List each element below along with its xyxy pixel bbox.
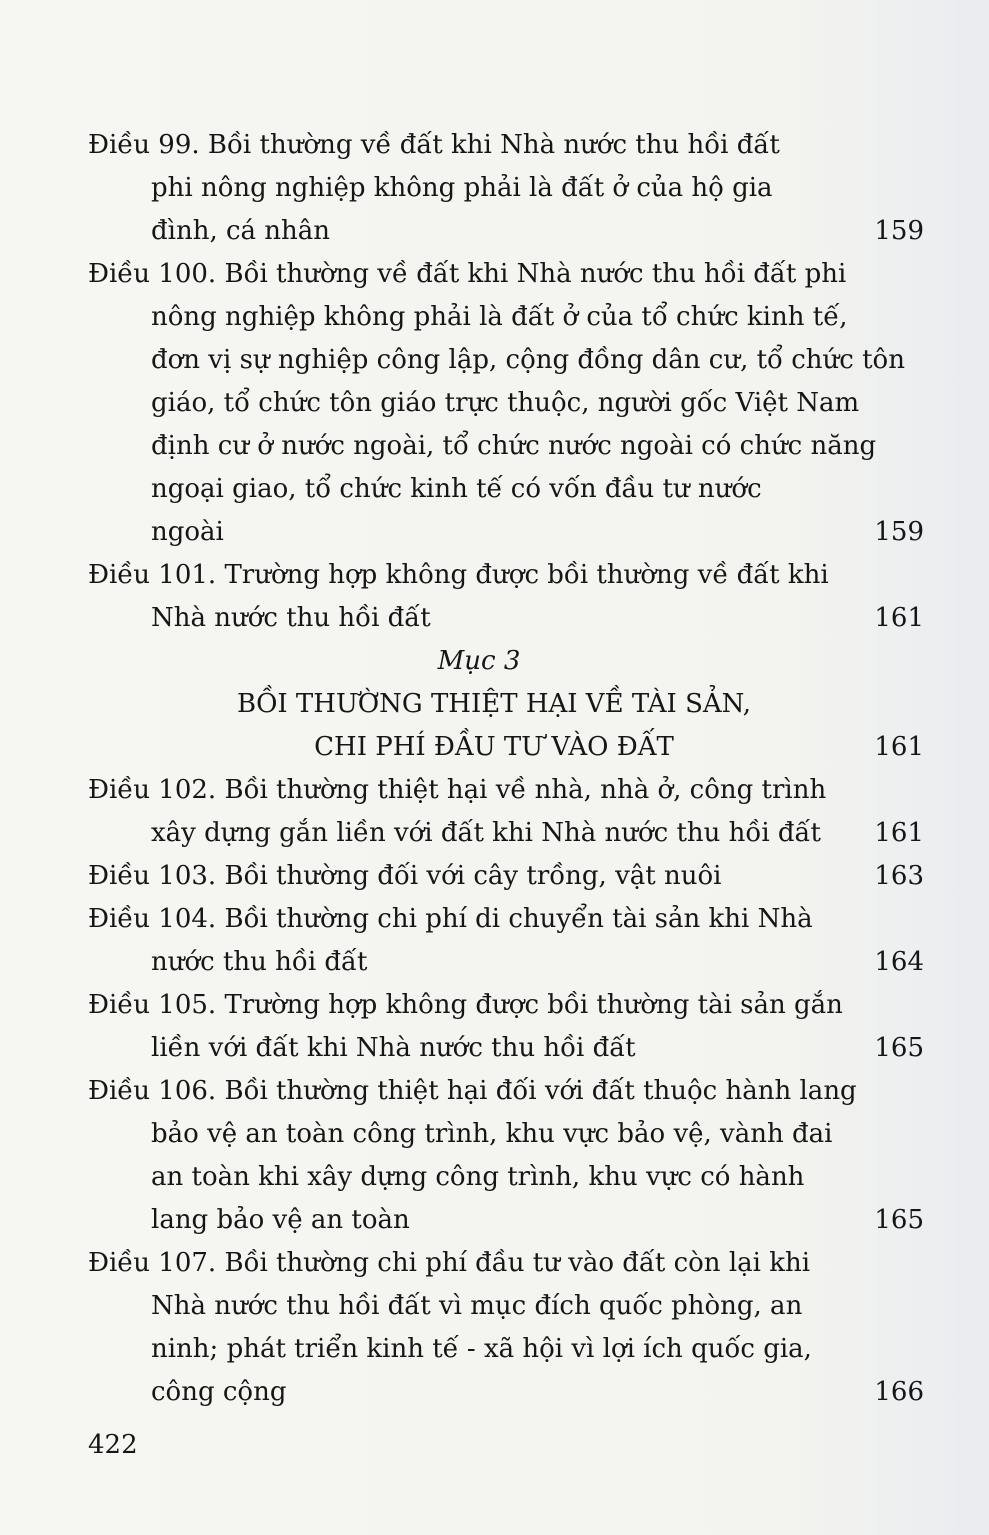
toc-entry-line: Điều 102. Bồi thường thiệt hại về nhà, nhà ở, công trình: [88, 775, 827, 805]
toc-entry-line: Điều 106. Bồi thường thiệt hại đối với đất thuộc hành lang: [88, 1076, 857, 1106]
toc-entry-line: Điều 99. Bồi thường về đất khi Nhà nước thu hồi đất: [88, 130, 780, 160]
toc-entry-line: định cư ở nước ngoài, tổ chức nước ngoài có chức năng: [151, 431, 877, 461]
toc-entry-page: 161: [874, 818, 924, 848]
section-title-line-2: CHI PHÍ ĐẦU TƯ VÀO ĐẤT: [314, 732, 674, 762]
toc-entry-line: xây dựng gắn liền với đất khi Nhà nước thu hồi đất: [151, 818, 821, 848]
toc-entry-line: giáo, tổ chức tôn giáo trực thuộc, người gốc Việt Nam: [151, 388, 860, 418]
toc-entries-bottom: [88, 769, 930, 1414]
toc-entry-page: 165: [874, 1033, 924, 1063]
toc-entry: [88, 769, 930, 855]
page-number: 422: [88, 1430, 138, 1460]
section-page-number: 161: [874, 732, 924, 762]
toc-entry-page: 164: [874, 947, 924, 977]
toc-entry-line: nông nghiệp không phải là đất ở của tổ chức kinh tế,: [151, 302, 848, 332]
toc-entry-line: bảo vệ an toàn công trình, khu vực bảo vệ, vành đai: [151, 1119, 833, 1149]
toc-entry-page: 166: [874, 1377, 924, 1407]
toc-entry-line: an toàn khi xây dựng công trình, khu vực có hành: [151, 1162, 805, 1192]
toc-entry-line: Điều 103. Bồi thường đối với cây trồng, vật nuôi: [88, 861, 722, 891]
toc-entry: [88, 855, 930, 898]
toc-entry-page: 163: [874, 861, 924, 891]
toc-entry-line: liền với đất khi Nhà nước thu hồi đất: [151, 1033, 636, 1063]
toc-entry-line: Điều 101. Trường hợp không được bồi thường về đất khi: [88, 560, 829, 590]
toc-entry: [88, 554, 930, 640]
toc-entry: [88, 1070, 930, 1242]
toc-entry-page: 159: [874, 517, 924, 547]
toc-entry-line: ninh; phát triển kinh tế - xã hội vì lợi ích quốc gia,: [151, 1334, 812, 1364]
toc-entry-line: Nhà nước thu hồi đất: [151, 603, 431, 633]
toc-entry: [88, 124, 930, 253]
toc-entry-line: lang bảo vệ an toàn: [151, 1205, 410, 1235]
toc-entry-line: đơn vị sự nghiệp công lập, cộng đồng dân cư, tổ chức tôn: [151, 345, 905, 375]
toc-entry-line: Điều 105. Trường hợp không được bồi thường tài sản gắn: [88, 990, 843, 1020]
toc-entry-page: 161: [874, 603, 924, 633]
section-label: Mục 3: [437, 646, 521, 676]
toc-entry-line: nước thu hồi đất: [151, 947, 368, 977]
toc-entry-line: Điều 100. Bồi thường về đất khi Nhà nước thu hồi đất phi: [88, 259, 847, 289]
toc-entry-line: Điều 104. Bồi thường chi phí di chuyển tài sản khi Nhà: [88, 904, 813, 934]
table-of-contents: [88, 124, 930, 1414]
toc-entry-line: đình, cá nhân: [151, 216, 331, 246]
toc-entry-line: ngoại giao, tổ chức kinh tế có vốn đầu tư nước ngoài: [151, 474, 762, 547]
toc-entry-line: Điều 107. Bồi thường chi phí đầu tư vào đất còn lại khi: [88, 1248, 811, 1278]
toc-entry-line: công cộng: [151, 1377, 287, 1407]
section-title-line-1: BỒI THƯỜNG THIỆT HẠI VỀ TÀI SẢN,: [236, 689, 752, 719]
section-title: [58, 683, 930, 769]
toc-entry-line: Nhà nước thu hồi đất vì mục đích quốc phòng, an: [151, 1291, 803, 1321]
toc-entry: [88, 253, 930, 554]
toc-entry-page: 165: [874, 1205, 924, 1235]
toc-entry: [88, 898, 930, 984]
toc-entry: [88, 984, 930, 1070]
toc-entries-top: [88, 124, 930, 640]
toc-entry-line: phi nông nghiệp không phải là đất ở của hộ gia: [151, 173, 773, 203]
toc-entry-page: 159: [874, 216, 924, 246]
toc-entry: [88, 1242, 930, 1414]
